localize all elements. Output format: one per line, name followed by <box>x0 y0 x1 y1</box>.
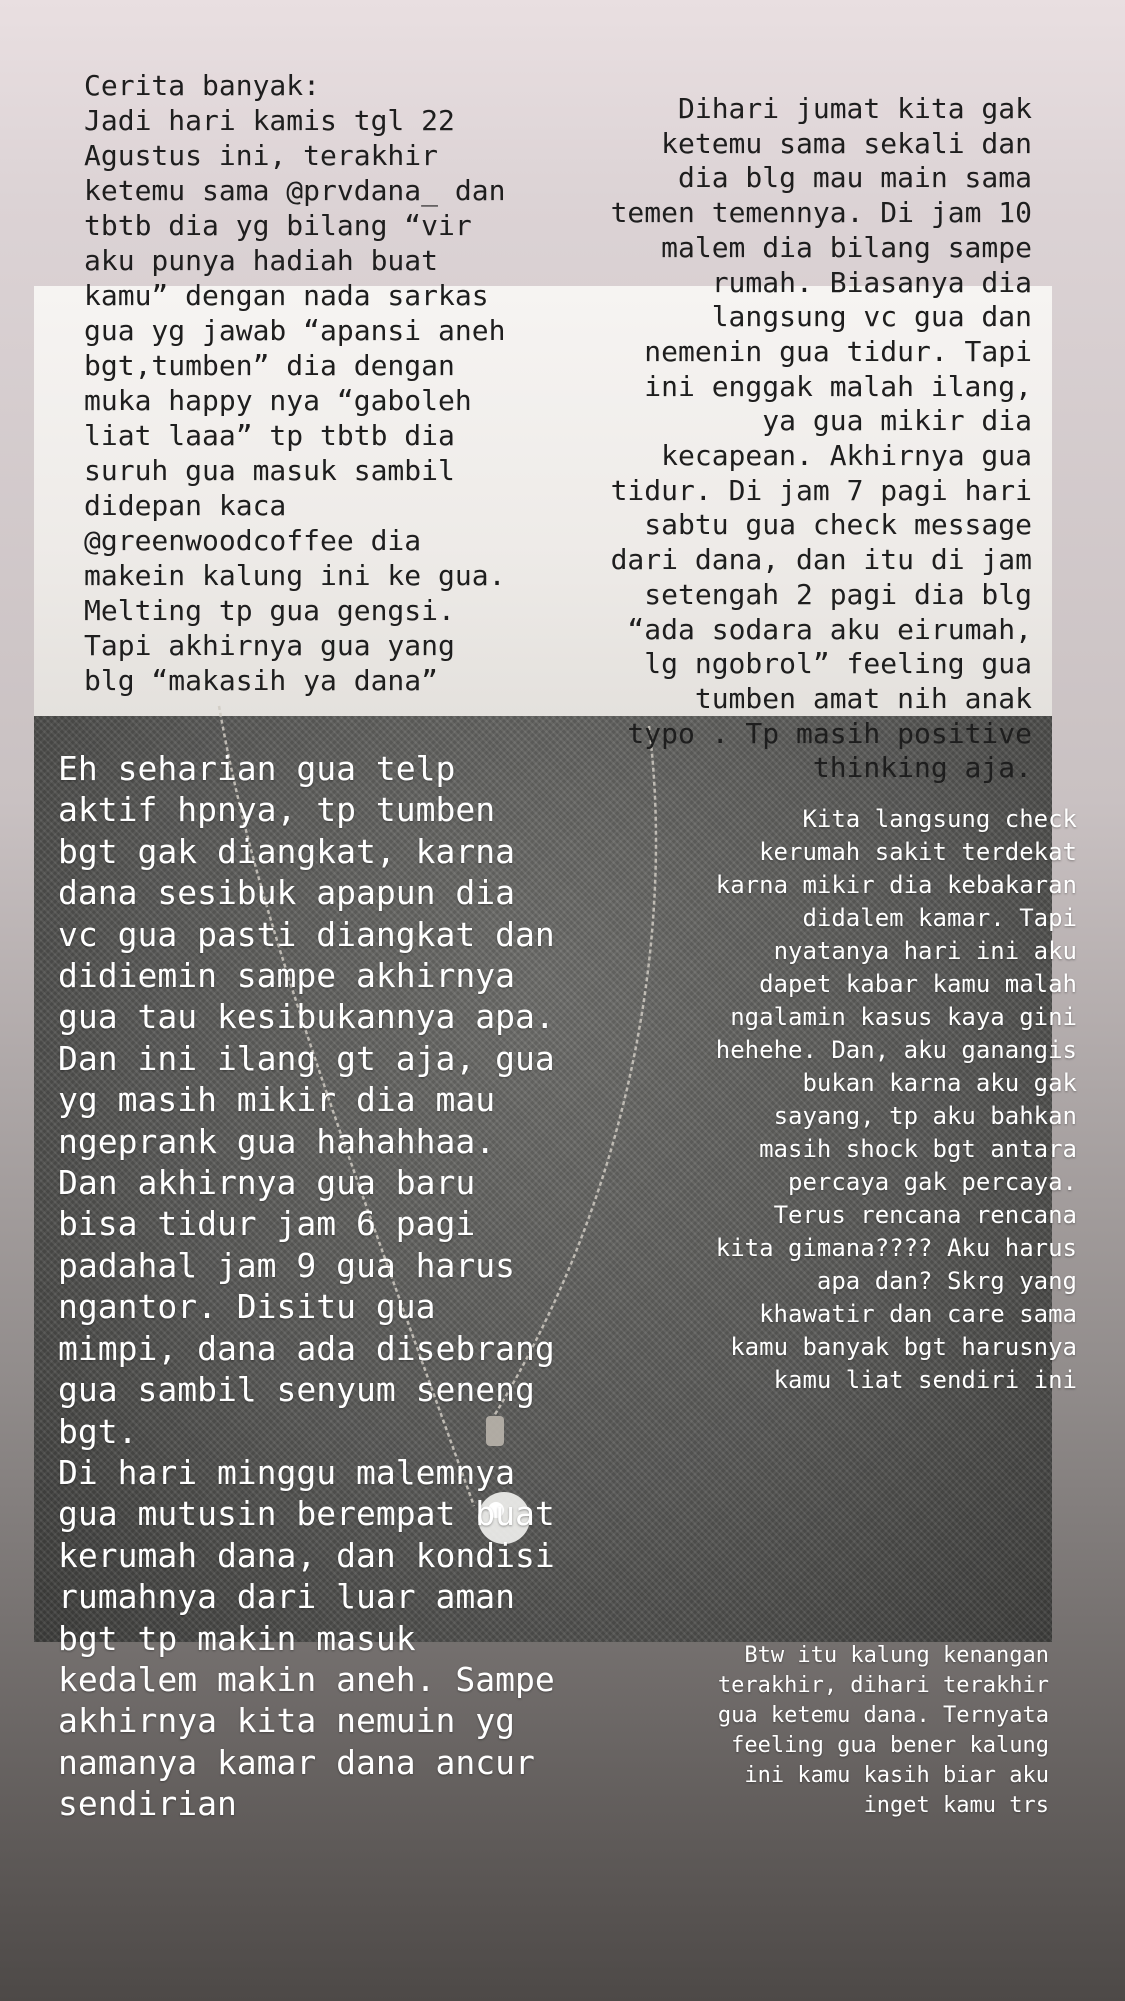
story-text-block-necklace-memory: Btw itu kalung kenangan terakhir, dihari terakhir gua ketemu dana. Ternyata feeling gua bener kalung ini kamu kasih biar aku inget kamu trs <box>717 1643 1049 1818</box>
story-text-block-saturday-sunday: Eh seharian gua telp aktif hpnya, tp tumben bgt gak diangkat, karna dana sesibuk apapun dia vc gua pasti diangkat dan didiemin sampe akhirnya gua tau kesibukannya apa. Dan ini ilang gt aja, gua yg masih mikir dia mau ngeprank gua hahahhaa. Dan akhirnya gua baru bisa tidur jam 6 pagi padahal jam 9 gua harus ngantor. Disitu gua mimpi, dana ada disebrang gua sambil senyum seneng bgt. Di hari minggu malemnya gua mutusin berempat buat kerumah dana, dan kondisi rumahnya dari luar aman bgt tp makin masuk kedalem makin aneh. Sampe akhirnya kita nemuin yg namanya kamar dana ancur sendirian <box>58 749 555 1824</box>
story-text-block-thursday: Cerita banyak: Jadi hari kamis tgl 22 Agustus ini, terakhir ketemu sama @prvdana_ dan tbtb dia yg bilang “vir aku punya hadiah buat kamu” dengan nada sarkas gua yg jawab “apansi aneh bgt,tumben” dia dengan muka happy nya “gaboleh liat laaa” tp tbtb dia suruh gua masuk sambil didepan kaca @greenwoodcoffee dia makein kalung ini ke gua. Melting tp gua gengsi. Tapi akhirnya gua yang blg “makasih ya dana” <box>84 69 506 697</box>
story-text-block-hospital: Kita langsung check kerumah sakit terdekat karna mikir dia kebakaran didalem kamar. Tapi nyatanya hari ini aku dapet kabar kamu malah ngalamin kasus kaya gini hehehe. Dan, aku ganangis bukan karna aku gak sayang, tp aku bahkan masih shock bgt antara percaya gak percaya. Terus rencana rencana kita gimana???? Aku harus apa dan? Skrg yang khawatir dan care sama kamu banyak bgt harusnya kamu liat sendiri ini <box>715 805 1077 1394</box>
story-text-block-friday: Dihari jumat kita gak ketemu sama sekali dan dia blg mau main sama temen temennya. Di jam 10 malem dia bilang sampe rumah. Biasanya dia langsung vc gua dan nemenin gua tidur. Tapi ini enggak malah ilang, ya gua mikir dia kecapean. Akhirnya gua tidur. Di jam 7 pagi hari sabtu gua check message dari dana, dan itu di jam setengah 2 pagi dia blg “ada sodara aku eirumah, lg ngobrol” feeling gua tumben amat nih anak typo . Tp masih positive thinking aja. <box>610 92 1032 785</box>
